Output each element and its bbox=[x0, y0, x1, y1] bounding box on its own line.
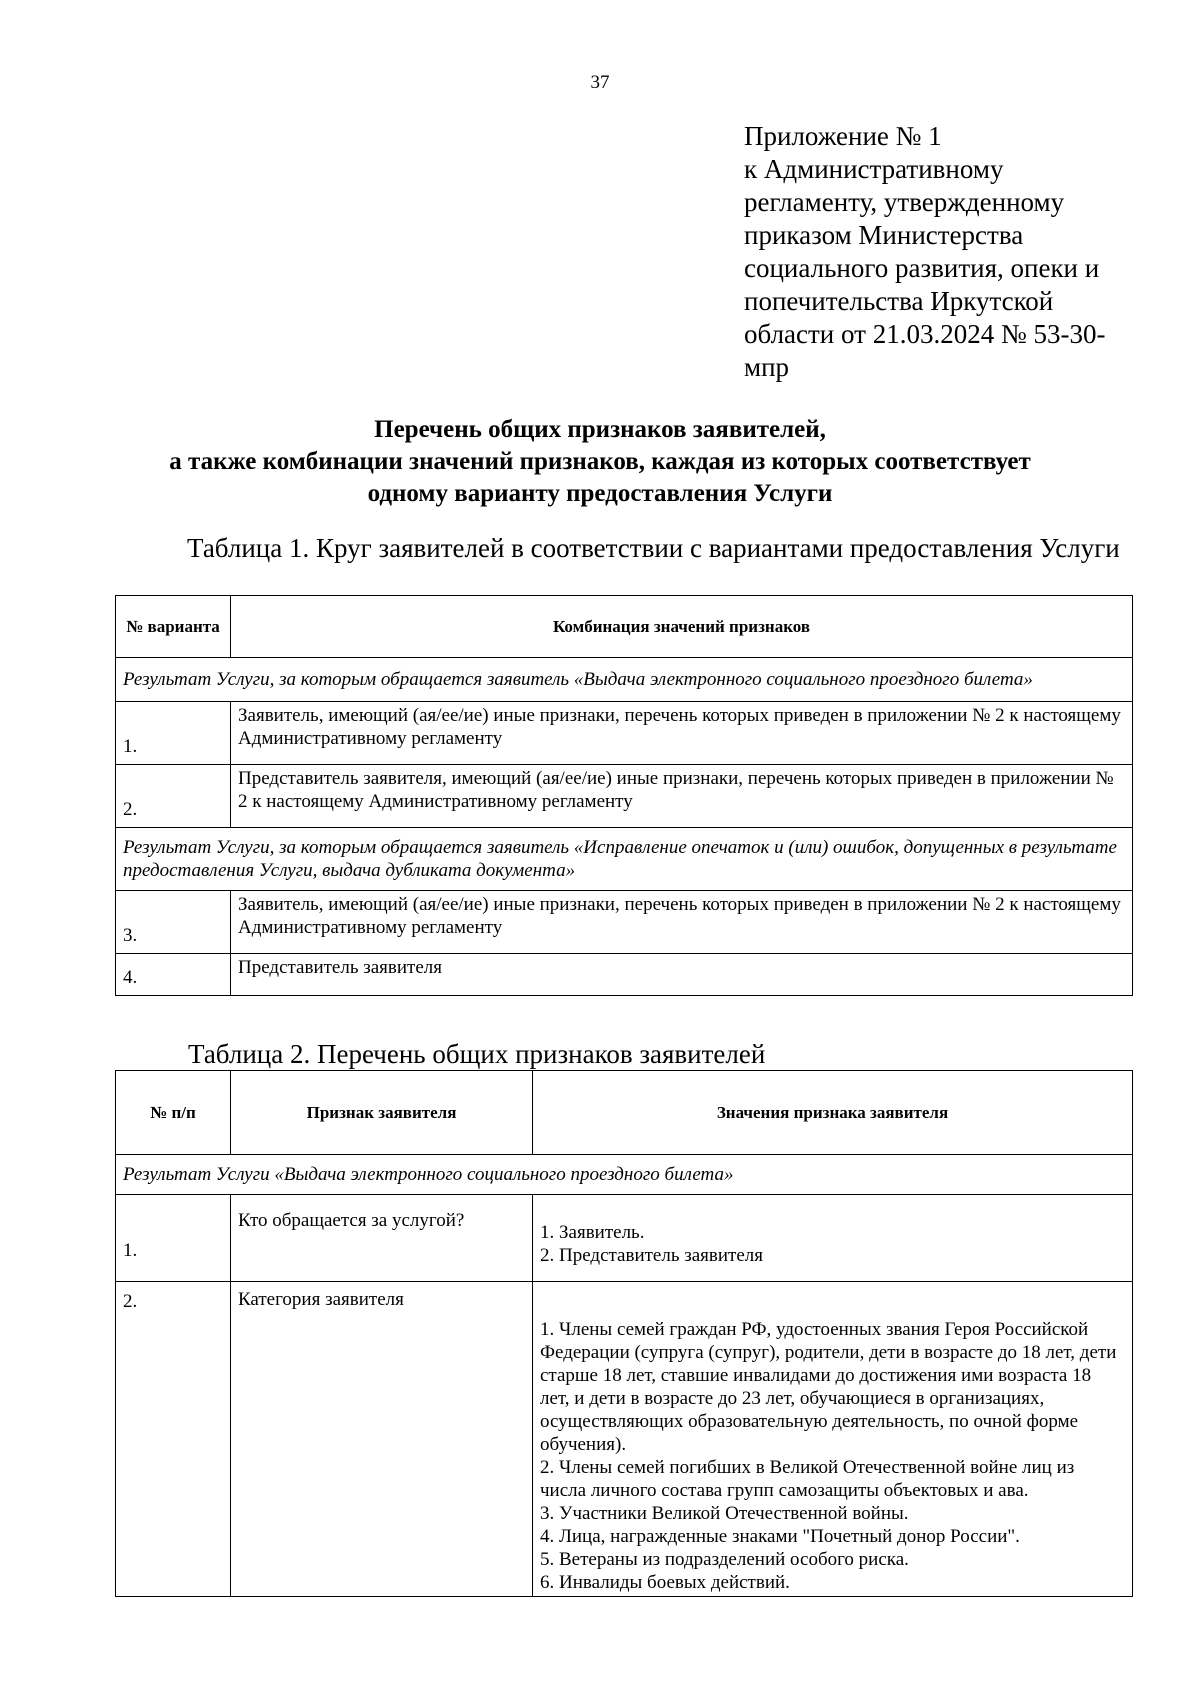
value-item: 1. Заявитель. bbox=[540, 1222, 645, 1243]
variant-number: 1. bbox=[116, 702, 231, 765]
variant-number: 2. bbox=[116, 765, 231, 828]
appendix-line: регламенту, утвержденному bbox=[744, 187, 1065, 217]
value-item: 3. Участники Великой Отечественной войны. bbox=[540, 1503, 909, 1524]
table1-header-number: № варианта bbox=[116, 596, 231, 658]
variant-number: 4. bbox=[116, 954, 231, 996]
table2-header-values: Значения признака заявителя bbox=[533, 1071, 1133, 1155]
appendix-line: приказом Министерства bbox=[744, 220, 1024, 250]
table1-section-row bbox=[116, 828, 1133, 891]
table-row bbox=[116, 891, 1133, 954]
title-line: одному варианту предоставления Услуги bbox=[367, 480, 833, 507]
title-line: а также комбинации значений признаков, каждая из которых соответствует bbox=[169, 448, 1031, 475]
table2 bbox=[115, 1070, 1133, 1597]
table-row bbox=[116, 1282, 1133, 1597]
value-item: 5. Ветераны из подразделений особого риска. bbox=[540, 1549, 909, 1570]
table2-section-row bbox=[116, 1155, 1133, 1195]
table1-section-1: Результат Услуги, за которым обращается заявитель «Выдача электронного социального проездного билета» bbox=[116, 658, 1133, 702]
row-number: 2. bbox=[116, 1282, 231, 1597]
appendix-line: Приложение № 1 bbox=[744, 121, 942, 151]
value-item: 6. Инвалиды боевых действий. bbox=[540, 1572, 790, 1593]
table1-caption: Таблица 1. Круг заявителей в соответствии с вариантами предоставления Услуги bbox=[187, 533, 1120, 563]
title-line: Перечень общих признаков заявителей, bbox=[374, 416, 826, 443]
appendix-line: попечительства Иркутской bbox=[744, 286, 1054, 316]
appendix-header bbox=[744, 120, 1164, 384]
value-item: 2. Представитель заявителя bbox=[540, 1245, 764, 1266]
table2-caption: Таблица 2. Перечень общих признаков заявителей bbox=[188, 1039, 766, 1069]
value-item: 2. Члены семей погибших в Великой Отечественной войне лиц из числа личного состава групп самозащиты объектовых и ава. bbox=[540, 1457, 1075, 1501]
table1-header-combination: Комбинация значений признаков bbox=[231, 596, 1133, 658]
table1-section-2: Результат Услуги, за которым обращается заявитель «Исправление опечаток и (или) ошибок, допущенных в результате предоставления Услуги, выдача дубликата документа» bbox=[116, 828, 1133, 891]
variant-number: 3. bbox=[116, 891, 231, 954]
appendix-line: социального развития, опеки и bbox=[744, 253, 1100, 283]
variant-combination: Заявитель, имеющий (ая/ее/ие) иные признаки, перечень которых приведен в приложении № 2 к настоящему Административному регламенту bbox=[231, 702, 1133, 765]
table2-section: Результат Услуги «Выдача электронного социального проездного билета» bbox=[116, 1155, 1133, 1195]
appendix-line: мпр bbox=[744, 352, 790, 382]
table1-section-row bbox=[116, 658, 1133, 702]
table-row bbox=[116, 702, 1133, 765]
feature-name: Категория заявителя bbox=[231, 1282, 533, 1597]
page-number: 37 bbox=[590, 72, 610, 93]
table-row bbox=[116, 954, 1133, 996]
appendix-line: к Административному bbox=[744, 154, 1004, 184]
table2-header-row bbox=[116, 1071, 1133, 1155]
table2-header-feature: Признак заявителя bbox=[231, 1071, 533, 1155]
row-number: 1. bbox=[116, 1195, 231, 1282]
variant-combination: Представитель заявителя, имеющий (ая/ее/ие) иные признаки, перечень которых приведен в приложении № 2 к настоящему Административному регламенту bbox=[231, 765, 1133, 828]
value-item: 1. Члены семей граждан РФ, удостоенных звания Героя Российской Федерации (супруга (супруг), родители, дети в возрасте до 18 лет, дети старше 18 лет, ставшие инвалидами до достижения ими возраста 18 лет, и дети в возрасте до 23 лет, обучающиеся в организациях, осуществляющих образовательную деятельность, по очной форме обучения). bbox=[540, 1319, 1117, 1455]
feature-values bbox=[533, 1195, 1133, 1282]
value-item: 4. Лица, награжденные знаками "Почетный донор России". bbox=[540, 1526, 1020, 1547]
table-row bbox=[116, 1195, 1133, 1282]
table-row bbox=[116, 765, 1133, 828]
variant-combination: Заявитель, имеющий (ая/ее/ие) иные признаки, перечень которых приведен в приложении № 2 к настоящему Административному регламенту bbox=[231, 891, 1133, 954]
variant-combination: Представитель заявителя bbox=[231, 954, 1133, 996]
table2-header-number: № п/п bbox=[116, 1071, 231, 1155]
appendix-line: области от 21.03.2024 № 53-30- bbox=[744, 319, 1106, 349]
table1 bbox=[115, 595, 1133, 996]
table1-header-row bbox=[116, 596, 1133, 658]
feature-values bbox=[533, 1282, 1133, 1597]
document-title bbox=[100, 414, 1100, 510]
feature-name: Кто обращается за услугой? bbox=[231, 1195, 533, 1282]
